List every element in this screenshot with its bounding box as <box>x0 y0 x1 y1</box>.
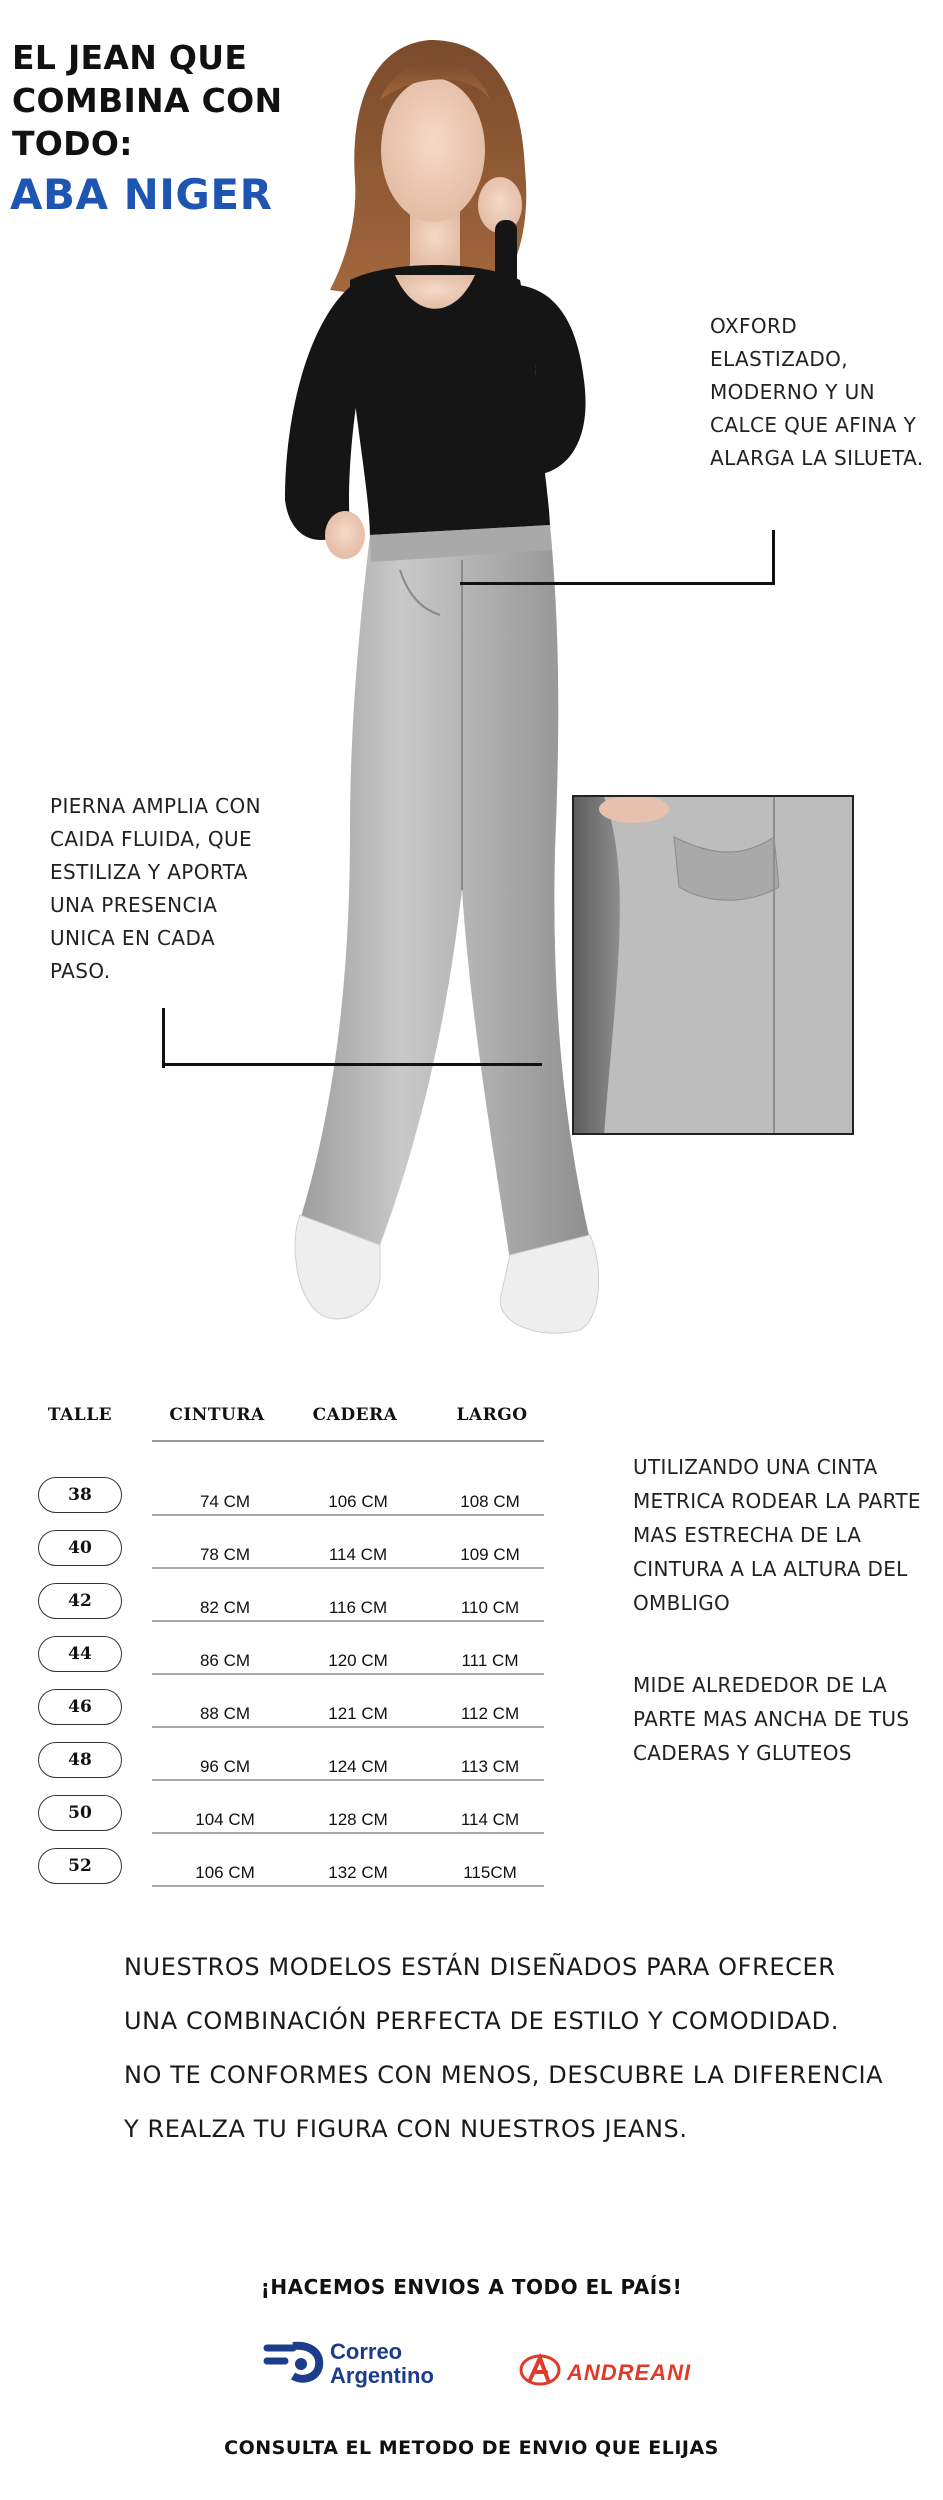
waist-measure-note <box>633 1450 933 1620</box>
fit-note <box>710 310 940 475</box>
largo-cell: 113 CM <box>460 1757 520 1776</box>
headline-line-2: COMBINA CON <box>12 81 283 120</box>
cadera-cell: 132 CM <box>328 1863 388 1882</box>
cadera-cell: 114 CM <box>328 1545 388 1564</box>
row-rule <box>152 1673 544 1675</box>
correo-logo-line: Argentino <box>330 2363 434 2388</box>
row-rule <box>152 1514 544 1516</box>
cintura-cell: 74 CM <box>199 1492 251 1511</box>
cadera-cell: 128 CM <box>328 1810 388 1829</box>
header-largo: LARGO <box>456 1405 528 1425</box>
shipping-footer: CONSULTA EL METODO DE ENVIO QUE ELIJAS <box>224 2437 719 2459</box>
fit-note-line: OXFORD ELASTIZADO, <box>710 314 849 371</box>
headline-line-3: TODO: <box>12 124 133 163</box>
leg-note-line: PIERNA AMPLIA CON <box>50 794 262 818</box>
hip-note-line: MIDE ALREDEDOR DE LA <box>633 1673 888 1697</box>
fit-note-line: CALCE QUE AFINA Y <box>710 413 917 437</box>
row-rule <box>152 1885 544 1887</box>
model-photo <box>200 30 670 1350</box>
fit-pointer-horizontal <box>460 582 775 585</box>
size-pill: 50 <box>38 1795 122 1831</box>
header-cadera: CADERA <box>312 1405 398 1425</box>
largo-cell: 114 CM <box>460 1810 520 1829</box>
row-rule <box>152 1726 544 1728</box>
headline-line-1: EL JEAN QUE <box>12 38 248 77</box>
size-pill: 48 <box>38 1742 122 1778</box>
header-talle: TALLE <box>47 1405 113 1425</box>
cadera-cell: 121 CM <box>328 1704 388 1723</box>
waist-note-line: UTILIZANDO UNA CINTA <box>633 1455 878 1479</box>
waist-note-line: OMBLIGO <box>633 1591 731 1615</box>
leg-note-line: PASO. <box>50 959 111 983</box>
hip-note-line: CADERAS Y GLUTEOS <box>633 1741 852 1765</box>
size-pill: 44 <box>38 1636 122 1672</box>
shipping-title: ¡HACEMOS ENVIOS A TODO EL PAÍS! <box>260 2275 683 2299</box>
largo-cell: 108 CM <box>460 1492 520 1511</box>
leg-note-line: ESTILIZA Y APORTA <box>50 860 248 884</box>
row-rule <box>152 1620 544 1622</box>
cintura-cell: 86 CM <box>199 1651 251 1670</box>
size-pill: 46 <box>38 1689 122 1725</box>
leg-note <box>50 790 270 988</box>
leg-pointer-horizontal <box>162 1063 542 1066</box>
paragraph-line: Y REALZA TU FIGURA CON NUESTROS JEANS. <box>124 2115 688 2143</box>
correo-argentino-logo <box>330 2340 434 2388</box>
largo-cell: 109 CM <box>460 1545 520 1564</box>
leg-pointer-vertical <box>162 1008 165 1068</box>
paragraph-line: UNA COMBINACIÓN PERFECTA DE ESTILO Y COMODIDAD. <box>124 2007 839 2035</box>
paragraph-line: NUESTROS MODELOS ESTÁN DISEÑADOS PARA OFRECER <box>124 1953 836 1981</box>
size-pill: 42 <box>38 1583 122 1619</box>
cintura-cell: 106 CM <box>195 1863 255 1882</box>
cintura-cell: 96 CM <box>199 1757 251 1776</box>
largo-cell: 115CM <box>463 1863 517 1882</box>
hip-measure-note <box>633 1668 933 1770</box>
detail-photo <box>572 795 854 1135</box>
cintura-cell: 78 CM <box>199 1545 251 1564</box>
brand-name: ABA NIGER <box>10 170 273 219</box>
header-rule <box>152 1440 544 1442</box>
andreani-logo: ANDREANI <box>567 2360 692 2385</box>
leg-note-line: CAIDA FLUIDA, QUE <box>50 827 253 851</box>
header-cintura: CINTURA <box>169 1405 265 1425</box>
detail-photo-art <box>574 797 854 1135</box>
row-rule <box>152 1779 544 1781</box>
fit-note-line: ALARGA LA SILUETA. <box>710 446 924 470</box>
waist-note-line: MAS ESTRECHA DE LA <box>633 1523 862 1547</box>
cadera-cell: 124 CM <box>328 1757 388 1776</box>
cadera-cell: 106 CM <box>328 1492 388 1511</box>
fit-note-line: MODERNO Y UN <box>710 380 875 404</box>
correo-logo-line: Correo <box>330 2339 403 2364</box>
hip-note-line: PARTE MAS ANCHA DE TUS <box>633 1707 910 1731</box>
cintura-cell: 88 CM <box>199 1704 251 1723</box>
cadera-cell: 116 CM <box>328 1598 388 1617</box>
leg-note-line: UNA PRESENCIA <box>50 893 218 917</box>
cadera-cell: 120 CM <box>328 1651 388 1670</box>
row-rule <box>152 1832 544 1834</box>
waist-note-line: CINTURA A LA ALTURA DEL <box>633 1557 908 1581</box>
largo-cell: 112 CM <box>460 1704 520 1723</box>
leg-note-line: UNICA EN CADA <box>50 926 216 950</box>
largo-cell: 110 CM <box>460 1598 520 1617</box>
paragraph-line: NO TE CONFORMES CON MENOS, DESCUBRE LA DIFERENCIA <box>124 2061 884 2089</box>
size-pill: 38 <box>38 1477 122 1513</box>
marketing-paragraph <box>124 1940 924 2156</box>
size-pill: 52 <box>38 1848 122 1884</box>
cintura-cell: 104 CM <box>195 1810 255 1829</box>
waist-note-line: METRICA RODEAR LA PARTE <box>633 1489 921 1513</box>
size-pill: 40 <box>38 1530 122 1566</box>
andreani-logo-icon <box>518 2352 562 2388</box>
row-rule <box>152 1567 544 1569</box>
largo-cell: 111 CM <box>461 1651 519 1670</box>
cintura-cell: 82 CM <box>199 1598 251 1617</box>
fit-pointer-vertical <box>772 530 775 585</box>
correo-argentino-logo-icon <box>263 2338 325 2384</box>
